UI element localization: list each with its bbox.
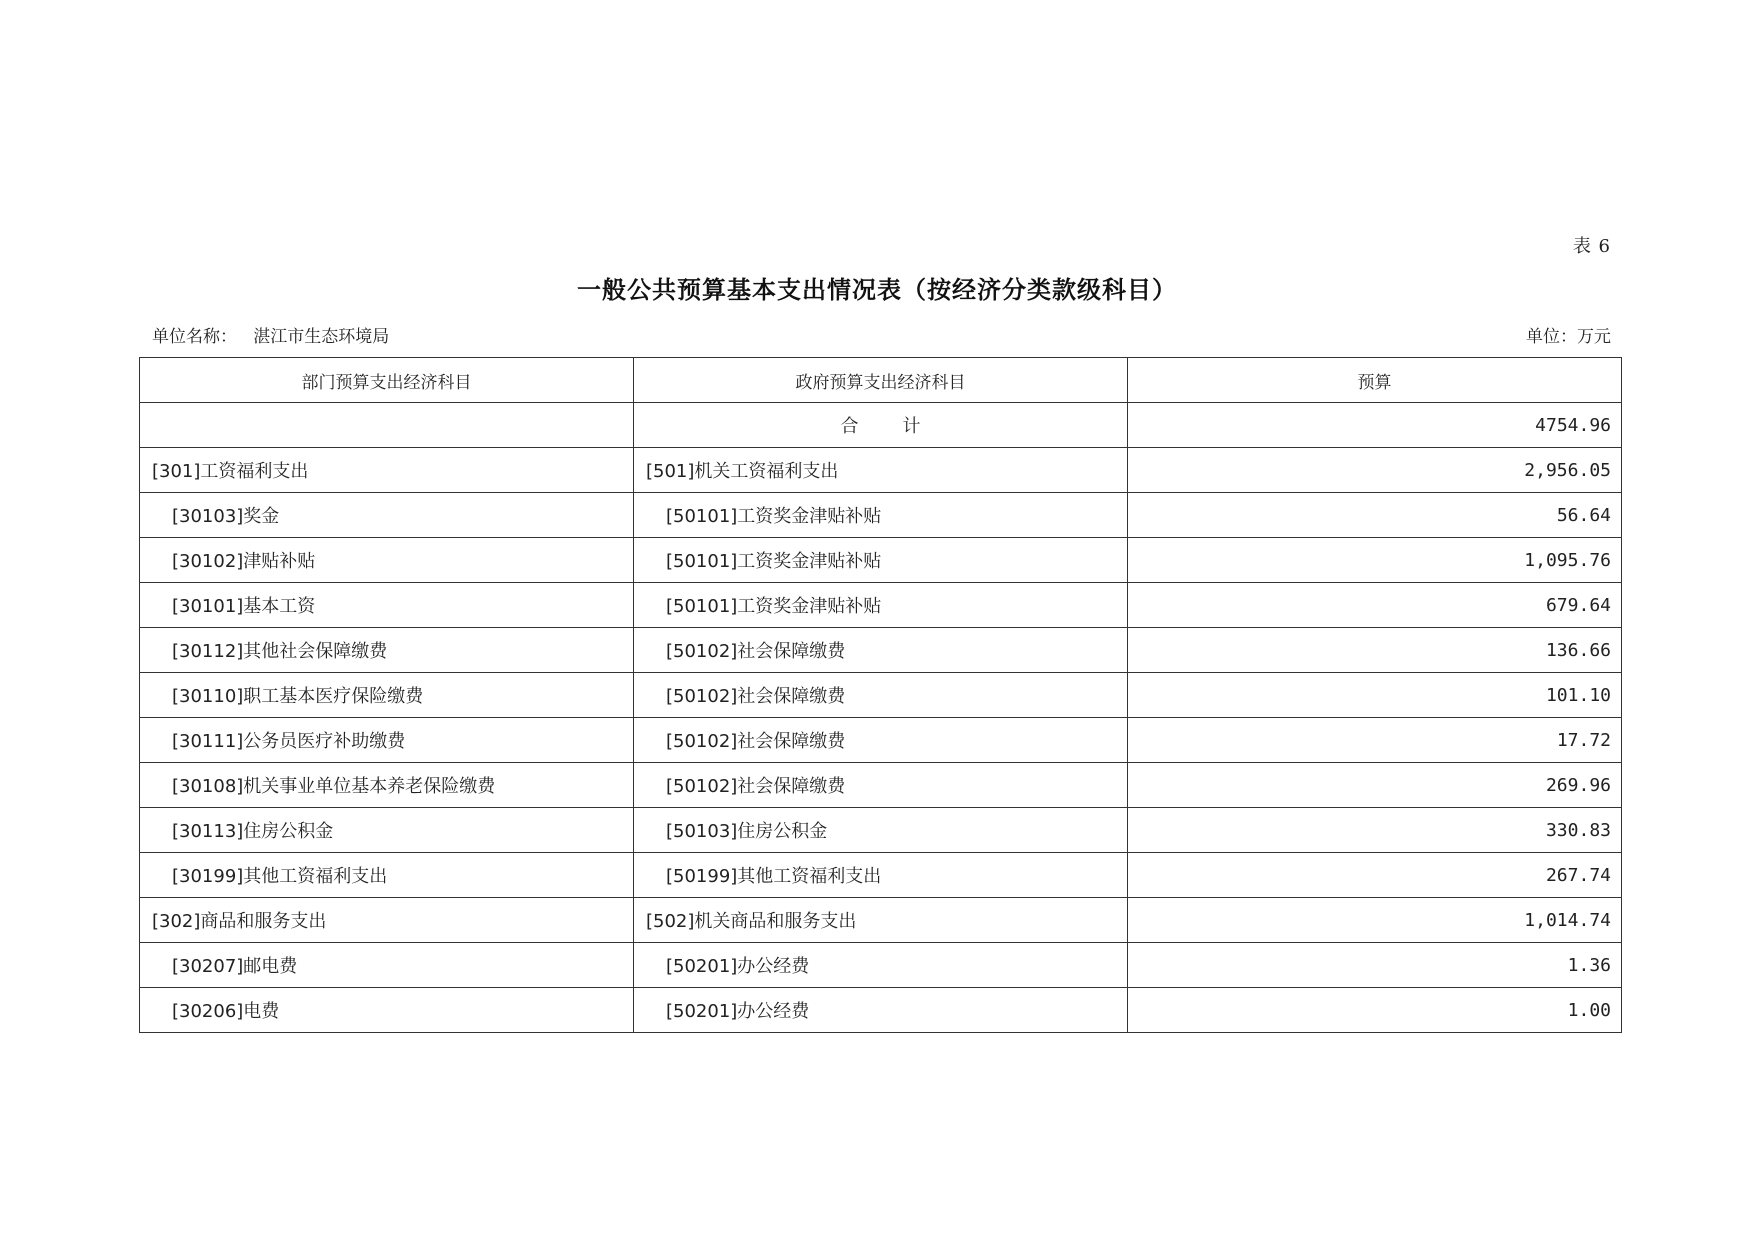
table-row (140, 628, 1622, 673)
table-row (140, 943, 1622, 988)
dept-subject-cell: [30101]基本工资 (140, 583, 634, 628)
dept-subject-cell: [30112]其他社会保障缴费 (140, 628, 634, 673)
money-unit: 单位：万元 (1526, 327, 1611, 347)
dept-subject-cell: [301]工资福利支出 (140, 448, 634, 493)
dept-subject-cell: [30110]职工基本医疗保险缴费 (140, 673, 634, 718)
budget-table (139, 357, 1622, 1033)
table-body (140, 403, 1622, 1033)
budget-amount-cell: 269.96 (1128, 763, 1622, 808)
budget-amount-cell: 1.00 (1128, 988, 1622, 1033)
gov-subject-cell: [501]机关工资福利支出 (634, 448, 1128, 493)
gov-subject-cell: [50101]工资奖金津贴补贴 (634, 493, 1128, 538)
total-row (140, 403, 1622, 448)
unit-name-value: 湛江市生态环境局 (253, 327, 390, 347)
gov-subject-cell: [50101]工资奖金津贴补贴 (634, 583, 1128, 628)
dept-subject-cell: [30206]电费 (140, 988, 634, 1033)
dept-subject-cell: [30108]机关事业单位基本养老保险缴费 (140, 763, 634, 808)
dept-subject-cell: [302]商品和服务支出 (140, 898, 634, 943)
header-gov-subject: 政府预算支出经济科目 (634, 358, 1128, 403)
table-row (140, 763, 1622, 808)
gov-subject-cell: [502]机关商品和服务支出 (634, 898, 1128, 943)
dept-subject-cell: [30199]其他工资福利支出 (140, 853, 634, 898)
table-row (140, 583, 1622, 628)
table-row (140, 673, 1622, 718)
table-row (140, 493, 1622, 538)
table-number: 表 6 (1572, 236, 1611, 257)
table-row (140, 988, 1622, 1033)
table-row (140, 718, 1622, 763)
gov-subject-cell: [50201]办公经费 (634, 943, 1128, 988)
gov-subject-cell: [50199]其他工资福利支出 (634, 853, 1128, 898)
table-row (140, 853, 1622, 898)
total-dept-cell (140, 403, 634, 448)
gov-subject-cell: [50102]社会保障缴费 (634, 628, 1128, 673)
budget-amount-cell: 267.74 (1128, 853, 1622, 898)
meta-row (152, 322, 1611, 346)
dept-subject-cell: [30103]奖金 (140, 493, 634, 538)
budget-amount-cell: 1.36 (1128, 943, 1622, 988)
budget-amount-cell: 679.64 (1128, 583, 1622, 628)
table-row (140, 898, 1622, 943)
page-title: 一般公共预算基本支出情况表（按经济分类款级科目） (577, 276, 1177, 304)
budget-amount-cell: 101.10 (1128, 673, 1622, 718)
gov-subject-cell: [50102]社会保障缴费 (634, 763, 1128, 808)
budget-amount-cell: 17.72 (1128, 718, 1622, 763)
budget-amount-cell: 1,095.76 (1128, 538, 1622, 583)
unit-name-line (152, 322, 389, 347)
budget-amount-cell: 1,014.74 (1128, 898, 1622, 943)
dept-subject-cell: [30102]津贴补贴 (140, 538, 634, 583)
table-row (140, 448, 1622, 493)
dept-subject-cell: [30207]邮电费 (140, 943, 634, 988)
total-label: 合计 (634, 403, 1128, 448)
table-row (140, 808, 1622, 853)
header-budget: 预算 (1128, 358, 1622, 403)
header-row (140, 358, 1622, 403)
table-row (140, 538, 1622, 583)
budget-amount-cell: 56.64 (1128, 493, 1622, 538)
unit-name-label: 单位名称： (152, 327, 237, 347)
dept-subject-cell: [30113]住房公积金 (140, 808, 634, 853)
budget-amount-cell: 2,956.05 (1128, 448, 1622, 493)
gov-subject-cell: [50201]办公经费 (634, 988, 1128, 1033)
total-amount: 4754.96 (1128, 403, 1622, 448)
gov-subject-cell: [50102]社会保障缴费 (634, 673, 1128, 718)
dept-subject-cell: [30111]公务员医疗补助缴费 (140, 718, 634, 763)
gov-subject-cell: [50103]住房公积金 (634, 808, 1128, 853)
budget-amount-cell: 136.66 (1128, 628, 1622, 673)
gov-subject-cell: [50101]工资奖金津贴补贴 (634, 538, 1128, 583)
header-dept-subject: 部门预算支出经济科目 (140, 358, 634, 403)
gov-subject-cell: [50102]社会保障缴费 (634, 718, 1128, 763)
budget-amount-cell: 330.83 (1128, 808, 1622, 853)
